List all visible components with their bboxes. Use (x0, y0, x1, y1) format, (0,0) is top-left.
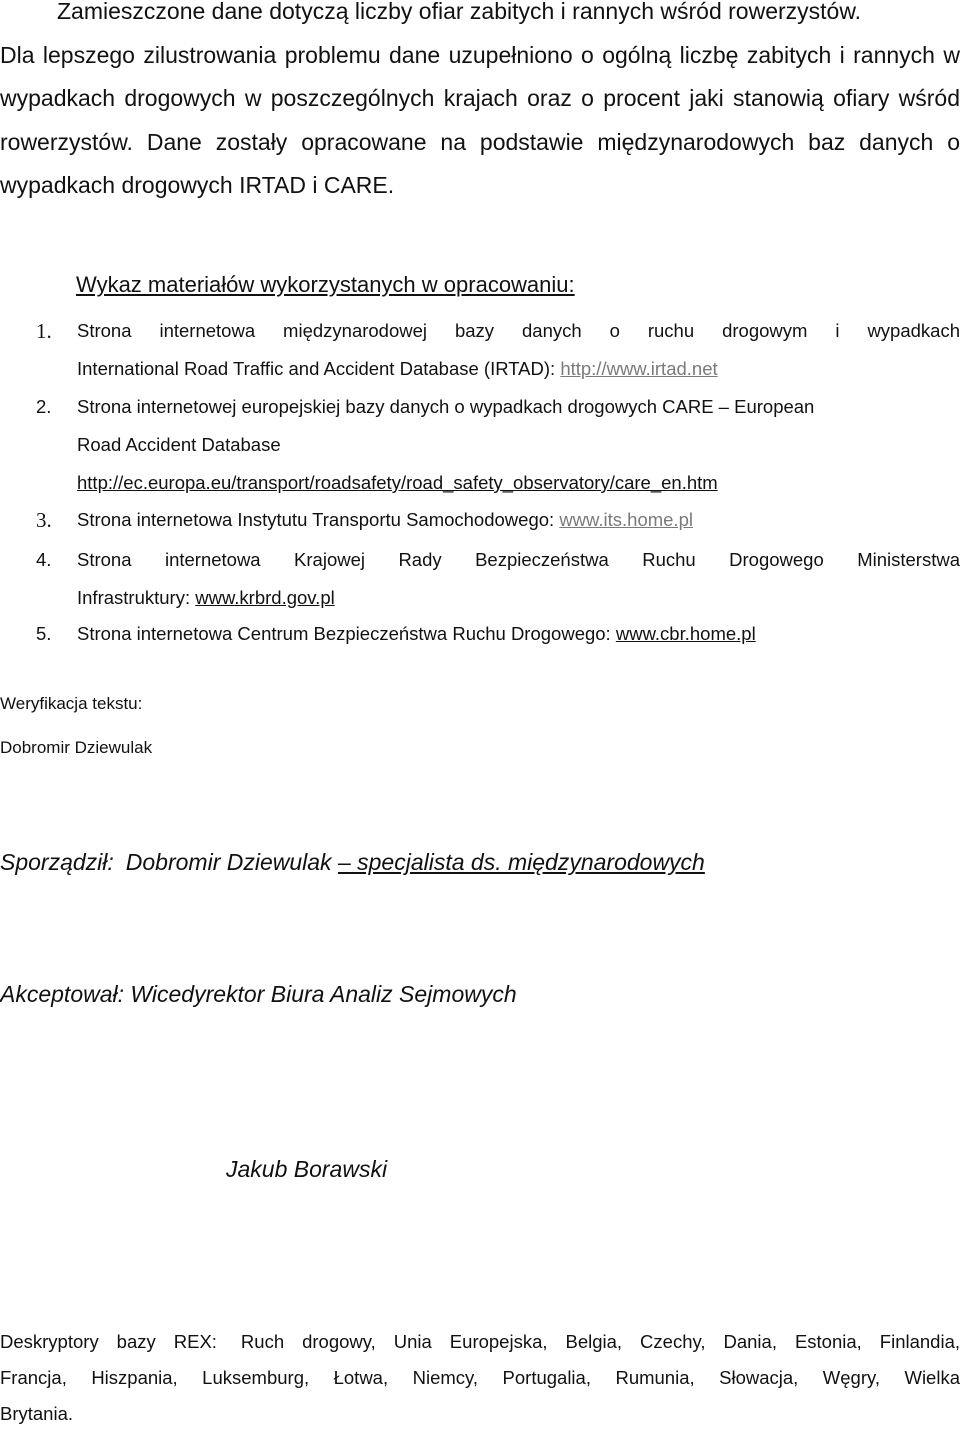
descriptors-line: Brytania. (0, 1403, 74, 1424)
source-link-its[interactable]: www.its.home.pl (559, 509, 693, 530)
source-line (77, 350, 960, 388)
source-text: International Road Traffic and Accident Database (IRTAD): (77, 358, 561, 379)
sources-heading: Wykaz materiałów wykorzystanych w opracowaniu: (76, 272, 575, 297)
accepted-by: Akceptował: Wicedyrektor Biura Analiz Sejmowych (0, 981, 517, 1007)
verification-label: Weryfikacja tekstu: (0, 694, 143, 713)
source-text: Strona internetowa Centrum Bezpieczeństwa Ruchu Drogowego: (77, 623, 616, 644)
source-link-krbrd[interactable]: www.krbrd.gov.pl (195, 587, 335, 608)
descriptors-text: Ruch drogowy, Unia Europejska, Belgia, Czechy, Dania, Estonia, Finlandia, (240, 1331, 960, 1352)
source-body (77, 501, 960, 539)
descriptors (0, 1324, 960, 1432)
intro-first-line: Zamieszczone dane dotyczą liczby ofiar zabitych i rannych wśród rowerzystów. (57, 0, 862, 24)
prepared-label: Sporządził: (0, 849, 114, 875)
source-line (77, 615, 960, 653)
source-body (77, 541, 960, 617)
source-link-care[interactable]: http://ec.europa.eu/transport/roadsafety/road_safety_observatory/care_en.htm (77, 472, 718, 493)
source-body (77, 388, 960, 502)
verification-name: Dobromir Dziewulak (0, 738, 153, 757)
source-line: Strona internetowej europejskiej bazy danych o wypadkach drogowych CARE – European (77, 396, 815, 417)
source-line (77, 464, 960, 502)
prepared-role: – specjalista ds. międzynarodowych (337, 849, 705, 875)
source-line (77, 501, 960, 539)
source-link-irtad[interactable]: http://www.irtad.net (560, 358, 718, 379)
source-line: Road Accident Database (77, 434, 281, 455)
prepared-by (0, 846, 705, 878)
source-text: Infrastruktury: (77, 587, 196, 608)
descriptors-line: Francja, Hiszpania, Luksemburg, Łotwa, Niemcy, Portugalia, Rumunia, Słowacja, Węgry, Wielka (0, 1367, 960, 1388)
source-number: 2. (36, 396, 52, 417)
source-text: Strona internetowa Instytutu Transportu Samochodowego: (77, 509, 560, 530)
source-line: Strona internetowa Krajowej Rady Bezpieczeństwa Ruchu Drogowego Ministerstwa (77, 549, 960, 570)
source-line (77, 579, 960, 617)
source-body (77, 615, 960, 653)
intro-paragraph (0, 0, 960, 208)
prepared-name: Dobromir Dziewulak (125, 849, 332, 875)
source-link-cbr[interactable]: www.cbr.home.pl (615, 623, 756, 644)
source-number: 5. (36, 623, 52, 644)
descriptors-line (0, 1324, 960, 1360)
signatory-name: Jakub Borawski (226, 1156, 388, 1182)
intro-rest: Dla lepszego zilustrowania problemu dane uzupełniono o ogólną liczbę zabitych i rannych w wypadkach drogowych w poszczególnych krajach oraz o procent jaki stanowią ofiary wśród rowerzystów. Dane zostały opracowane na podstawie międzynarodowych baz danych o wypadkach drogowych IRTAD i CARE. (0, 41, 960, 198)
source-line: Strona internetowa międzynarodowej bazy danych o ruchu drogowym i wypadkach (77, 320, 960, 341)
source-number: 3. (36, 508, 52, 532)
source-number: 4. (36, 549, 52, 570)
descriptors-label: Deskryptory bazy REX: (0, 1331, 217, 1352)
source-body (77, 312, 960, 388)
source-number: 1. (36, 319, 52, 343)
